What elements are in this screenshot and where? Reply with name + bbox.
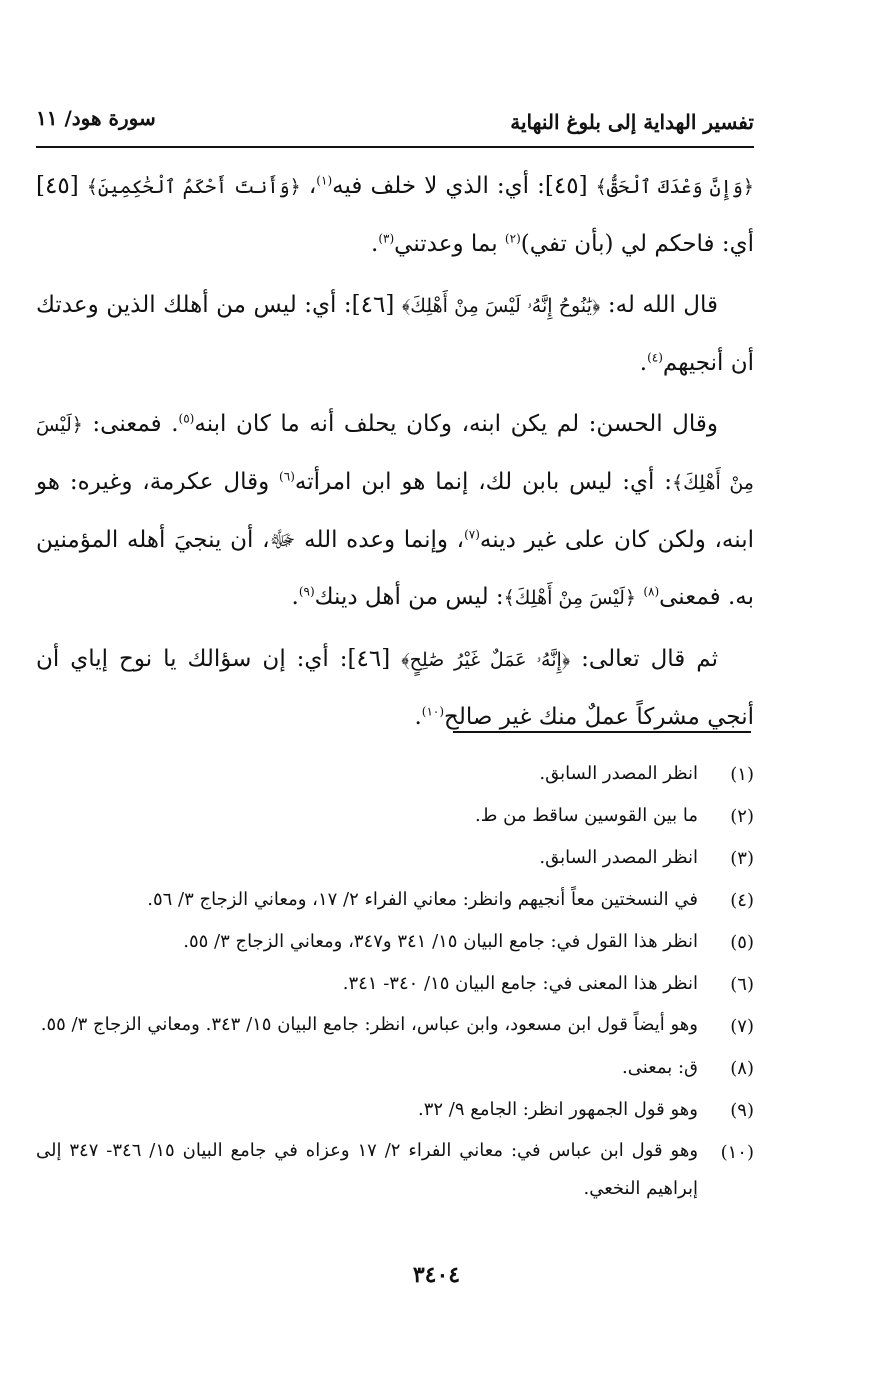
- footnote-item: [36, 1132, 754, 1208]
- footnote-item: [36, 964, 754, 1006]
- footnote-item: [36, 880, 754, 922]
- footnote-text: انظر هذا المعنى في: جامع البيان ١٥/ ٣٤٠- ٣٤١.: [342, 973, 698, 994]
- footnote-item: [36, 922, 754, 964]
- paragraph-text: [٤٥] أي: فاحكم لي (بأن تفي): [36, 173, 754, 257]
- footnote-item: [36, 1090, 754, 1132]
- footnote-number: (٨): [730, 1058, 754, 1079]
- footnote-text: في النسختين معاً أنجيهم وانظر: معاني الفراء ٢/ ١٧، ومعاني الزجاج ٣/ ٥٦.: [147, 889, 698, 910]
- footnote-item: [36, 796, 754, 838]
- paragraph: [36, 396, 754, 627]
- footnote-text: وهو أيضاً قول ابن مسعود، وابن عباس، انظر: جامع البيان ١٥/ ٣٤٣. ومعاني الزجاج ٣/ ٥٥.: [40, 1014, 698, 1035]
- paragraph-text: .: [371, 231, 379, 257]
- paragraph-text: .: [414, 704, 422, 730]
- paragraph: [36, 158, 754, 273]
- footnote-item: [36, 838, 754, 880]
- paragraph-text: قال الله له:: [600, 292, 718, 318]
- footnote-marker: (٣): [378, 231, 395, 246]
- footnote-marker: (٦): [279, 469, 295, 484]
- paragraph-text: [٤٦]: أي: ليس من أهلك الذين وعدتك أن أنجيهم: [36, 292, 754, 376]
- footnote-item: [36, 754, 754, 796]
- footnote-text: ما بين القوسين ساقط من ط.: [475, 805, 698, 826]
- footnote-marker: (٥): [178, 411, 195, 426]
- footnote-number: (٧): [730, 1016, 754, 1037]
- footnote-item: [36, 1048, 754, 1090]
- footnote-marker: (٨): [643, 584, 660, 599]
- footnote-text: وهو قول ابن عباس في: معاني الفراء ٢/ ١٧ وعزاه في جامع البيان ١٥/ ٣٤٦- ٣٤٧ إلى إبراهيم النخعي.: [36, 1140, 699, 1199]
- surah-reference: سورة هود/ ١١: [36, 106, 156, 130]
- paragraph-text: ثم قال تعالى:: [570, 646, 718, 672]
- quran-verse: ﴿إِنَّهُۥ عَمَلٌ غَيْرُ صَٰلِحٍ﴾: [401, 649, 571, 671]
- footnote-marker: (١٠): [421, 704, 445, 719]
- quran-verse: ﴿لَيْسَ مِنْ أَهْلِكَ﴾: [36, 414, 754, 494]
- footnote-number: (١٠): [720, 1142, 754, 1163]
- footnote-text: انظر هذا القول في: جامع البيان ١٥/ ٣٤١ و٣٤٧، ومعاني الزجاج ٣/ ٥٥.: [183, 931, 698, 952]
- page-number: ٣٤٠٤: [412, 1262, 461, 1288]
- quran-verse: ﴿وَإِنَّ وَعْدَكَ ٱلْحَقُّ﴾: [595, 176, 755, 198]
- footnote-text: وهو قول الجمهور انظر: الجامع ٩/ ٣٢.: [417, 1099, 698, 1120]
- paragraph-text: : ليس من أهل دينك: [314, 584, 504, 610]
- footnote-separator: [453, 731, 751, 733]
- footnote-number: (٥): [730, 932, 754, 953]
- running-header: [36, 106, 754, 148]
- footnote-number: (٦): [730, 974, 754, 995]
- paragraph-text: وقال عكرمة، وغيره: هو ابنه، ولكن كان على غير دينه: [36, 469, 754, 553]
- paragraph-text: بما وعدتني: [394, 231, 505, 257]
- footnote-marker: (٧): [464, 527, 480, 542]
- footnote-number: (٩): [730, 1100, 754, 1121]
- paragraph-text: ،: [300, 173, 317, 199]
- footnotes: [36, 754, 754, 1208]
- footnote-marker: (٤): [647, 350, 663, 365]
- paragraph-text: .: [639, 350, 648, 376]
- footnote-text: انظر المصدر السابق.: [539, 763, 698, 784]
- footnote-number: (٢): [730, 806, 754, 827]
- quran-verse: ﴿لَيْسَ مِنْ أَهْلِكَ﴾: [503, 587, 636, 609]
- book-title: تفسير الهداية إلى بلوغ النهاية: [510, 110, 754, 134]
- paragraph-text: [٤٦]: أي: إن سؤالك يا نوح إياي أن أنجي مشركاً عملٌ منك غير صالح: [36, 646, 754, 730]
- footnote-marker: (١): [316, 173, 333, 188]
- paragraph-text: ، وإنما وعده الله ﷻ، أن ينجيَ أهله المؤمنين به. فمعنى: [36, 527, 754, 610]
- quran-verse: ﴿وَأَنتَ أَحْكَمُ ٱلْحَٰكِمِينَ﴾: [86, 176, 301, 198]
- paragraph-text: : أي: ليس بابن لك، إنما هو ابن امرأته: [294, 469, 673, 495]
- footnote-number: (٤): [730, 890, 754, 911]
- paragraph: [36, 277, 754, 392]
- paragraph-text: . فمعنى:: [82, 411, 179, 437]
- paragraph-text: وقال الحسن: لم يكن ابنه، وكان يحلف أنه ما كان ابنه: [194, 411, 718, 437]
- footnote-item: [36, 1006, 754, 1048]
- main-text: [36, 158, 754, 750]
- footnote-text: ق: بمعنى.: [621, 1057, 698, 1078]
- footnote-marker: (٢): [504, 231, 521, 246]
- footnote-number: (١): [730, 764, 754, 785]
- footnote-text: انظر المصدر السابق.: [539, 847, 698, 868]
- quran-verse: ﴿يَٰنُوحُ إِنَّهُۥ لَيْسَ مِنْ أَهْلِكَ﴾: [401, 295, 601, 317]
- paragraph-text: [٤٥]: أي: الذي لا خلف فيه: [332, 173, 596, 199]
- paragraph-text: .: [291, 584, 299, 610]
- footnote-number: (٣): [730, 848, 754, 869]
- paragraph: [36, 631, 754, 746]
- footnote-marker: (٩): [298, 584, 315, 599]
